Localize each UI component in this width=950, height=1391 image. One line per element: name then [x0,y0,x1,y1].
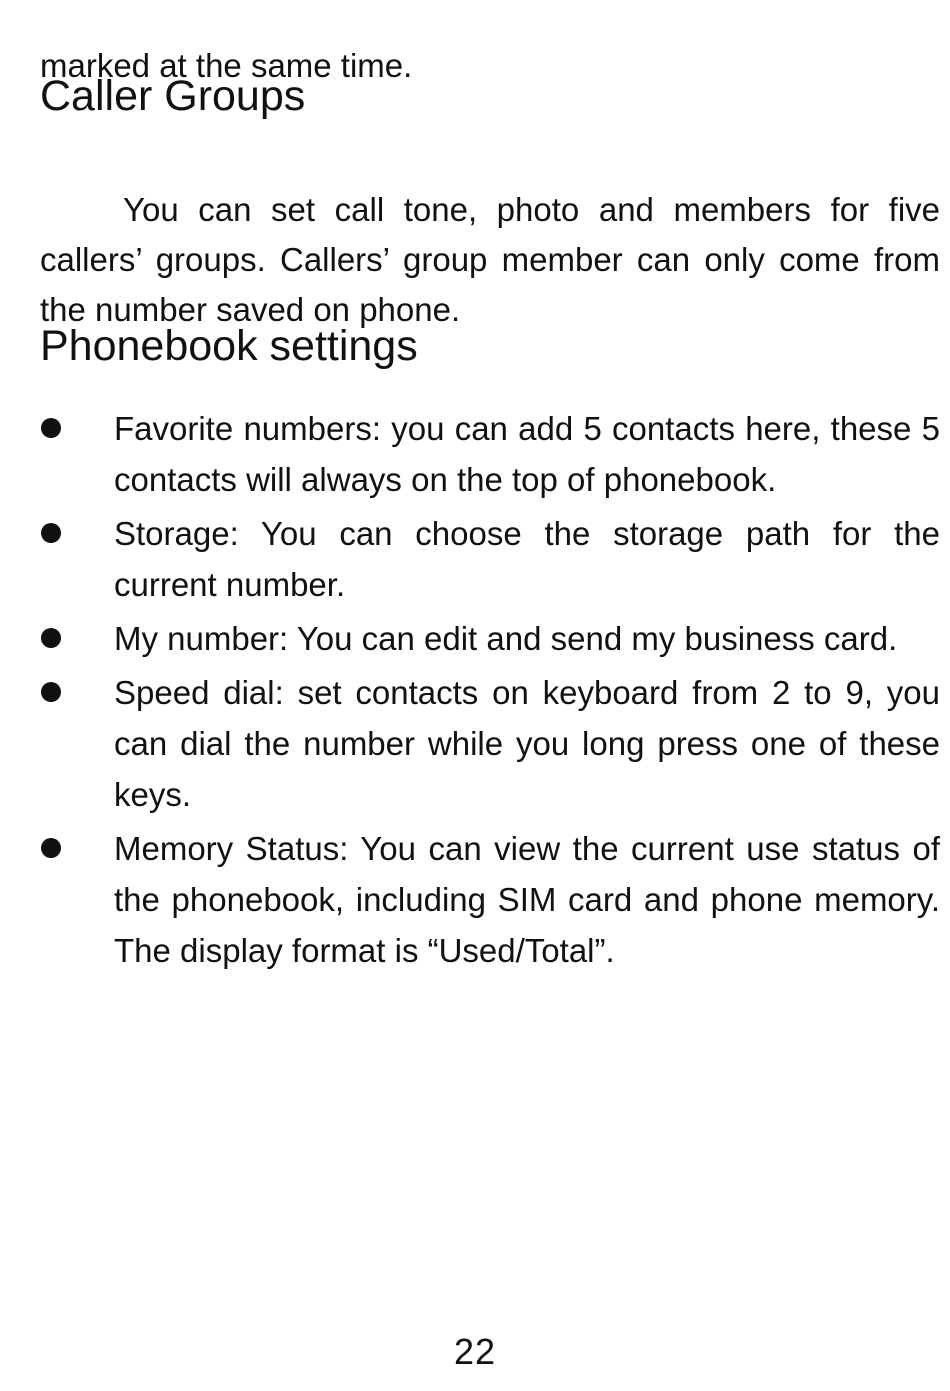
list-item-storage [40,508,940,610]
phonebook-settings-list [40,403,940,979]
caller-groups-heading: Caller Groups [40,72,306,120]
continuation-text: marked at the same time. [40,47,413,84]
list-item-my-number [40,613,940,664]
list-item-text: Favorite numbers: you can add 5 contacts here, these 5 contacts will always on the top of phonebook. [114,410,940,498]
list-item-favorite-numbers [40,403,940,505]
phonebook-settings-heading: Phonebook settings [40,322,418,370]
list-item-text: My number: You can edit and send my business card. [114,620,898,657]
bullet-icon [41,418,61,438]
bullet-icon [41,628,61,648]
bullet-icon [41,838,61,858]
caller-groups-paragraph: You can set call tone, photo and members for five callers’ groups. Callers’ group member can only come from the number saved on phone. [40,191,940,328]
page-number: 22 [453,1331,497,1372]
bullet-icon [41,682,61,702]
list-item-text: Storage: You can choose the storage path for the current number. [114,515,940,603]
list-item-text: Memory Status: You can view the current use status of the phonebook, including SIM card and phone memory. The display format is “Used/Total”. [114,830,940,969]
bullet-icon [41,523,61,543]
list-item-memory-status [40,823,940,976]
list-item-speed-dial [40,667,940,820]
list-item-text: Speed dial: set contacts on keyboard from 2 to 9, you can dial the number while you long press one of these keys. [114,674,940,813]
